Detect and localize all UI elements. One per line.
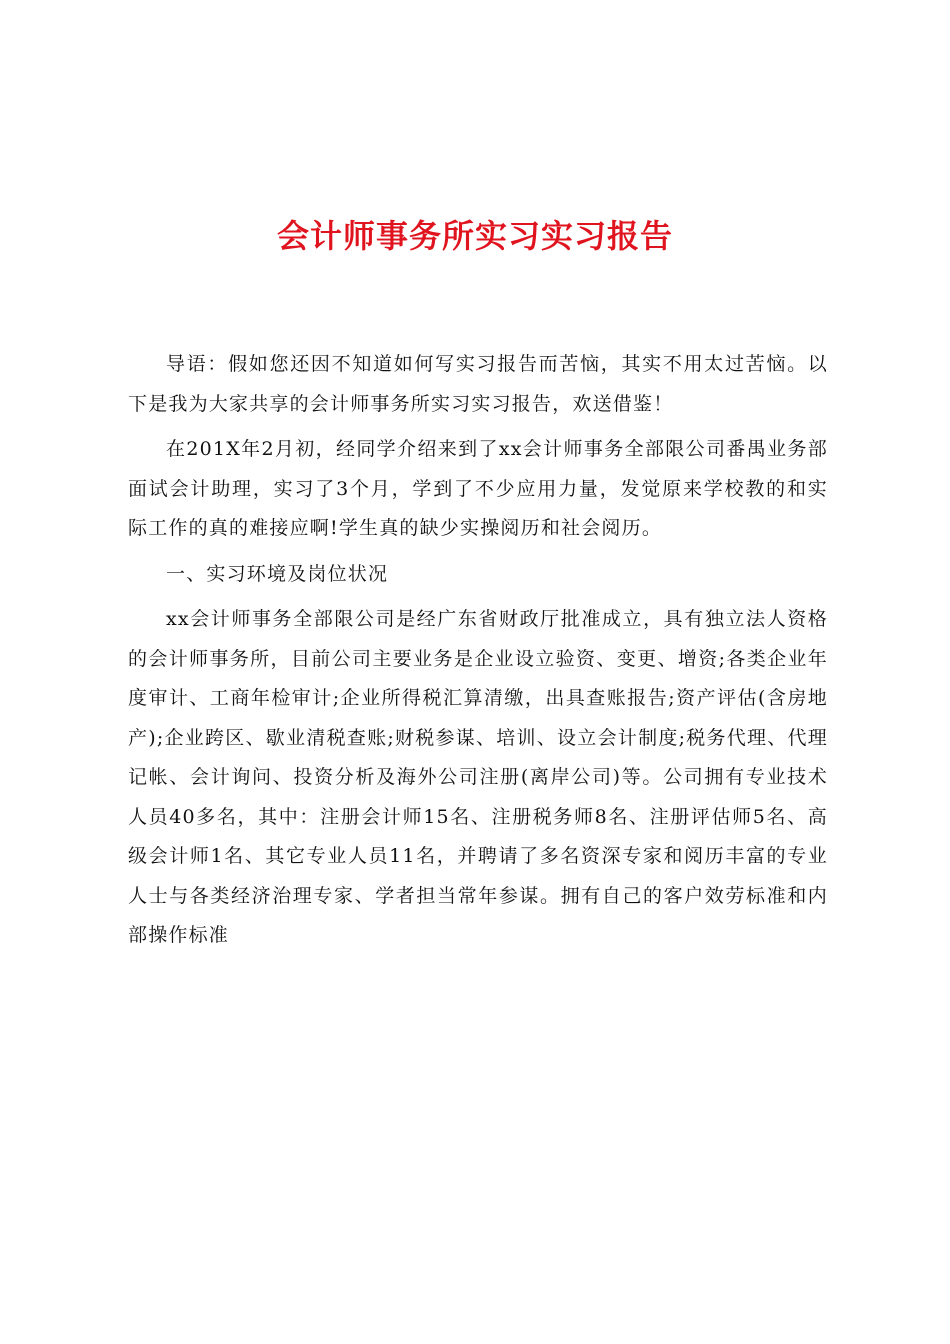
intro-paragraph: 导语：假如您还因不知道如何写实习报告而苦恼，其实不用太过苦恼。以下是我为大家共享的会计师事务所实习实习报告，欢送借鉴！ — [128, 353, 828, 415]
background-paragraph: 在201X年2月初，经同学介绍来到了xx会计师事务全部限公司番禺业务部面试会计助理，实习了3个月，学到了不少应用力量，发觉原来学校教的和实际工作的真的难接应啊!学生真的缺少实操阅历和社会阅历。 — [128, 438, 828, 539]
section-heading: 一、实习环境及岗位状况 — [166, 562, 389, 585]
document-title: 会计师事务所实习实习报告 — [276, 217, 673, 255]
company-paragraph: xx会计师事务全部限公司是经广东省财政厅批准成立，具有独立法人资格的会计师事务所，目前公司主要业务是企业设立验资、变更、增资;各类企业年度审计、工商年检审计;企业所得税汇算清缴，出具查账报告;资产评估(含房地产);企业跨区、歇业清税查账;财税参谋、培训、设立会计制度;税务代理、代理记帐、会计询问、投资分析及海外公司注册(离岸公司)等。公司拥有专业技术人员40多名，其中：注册会计师15名、注册税务师8名、注册评估师5名、高级会计师1名、其它专业人员11名，并聘请了多名资深专家和阅历丰富的专业人士与各类经济治理专家、学者担当常年参谋。拥有自己的客户效劳标准和内部操作标准 — [128, 608, 828, 946]
document-body — [128, 345, 828, 962]
